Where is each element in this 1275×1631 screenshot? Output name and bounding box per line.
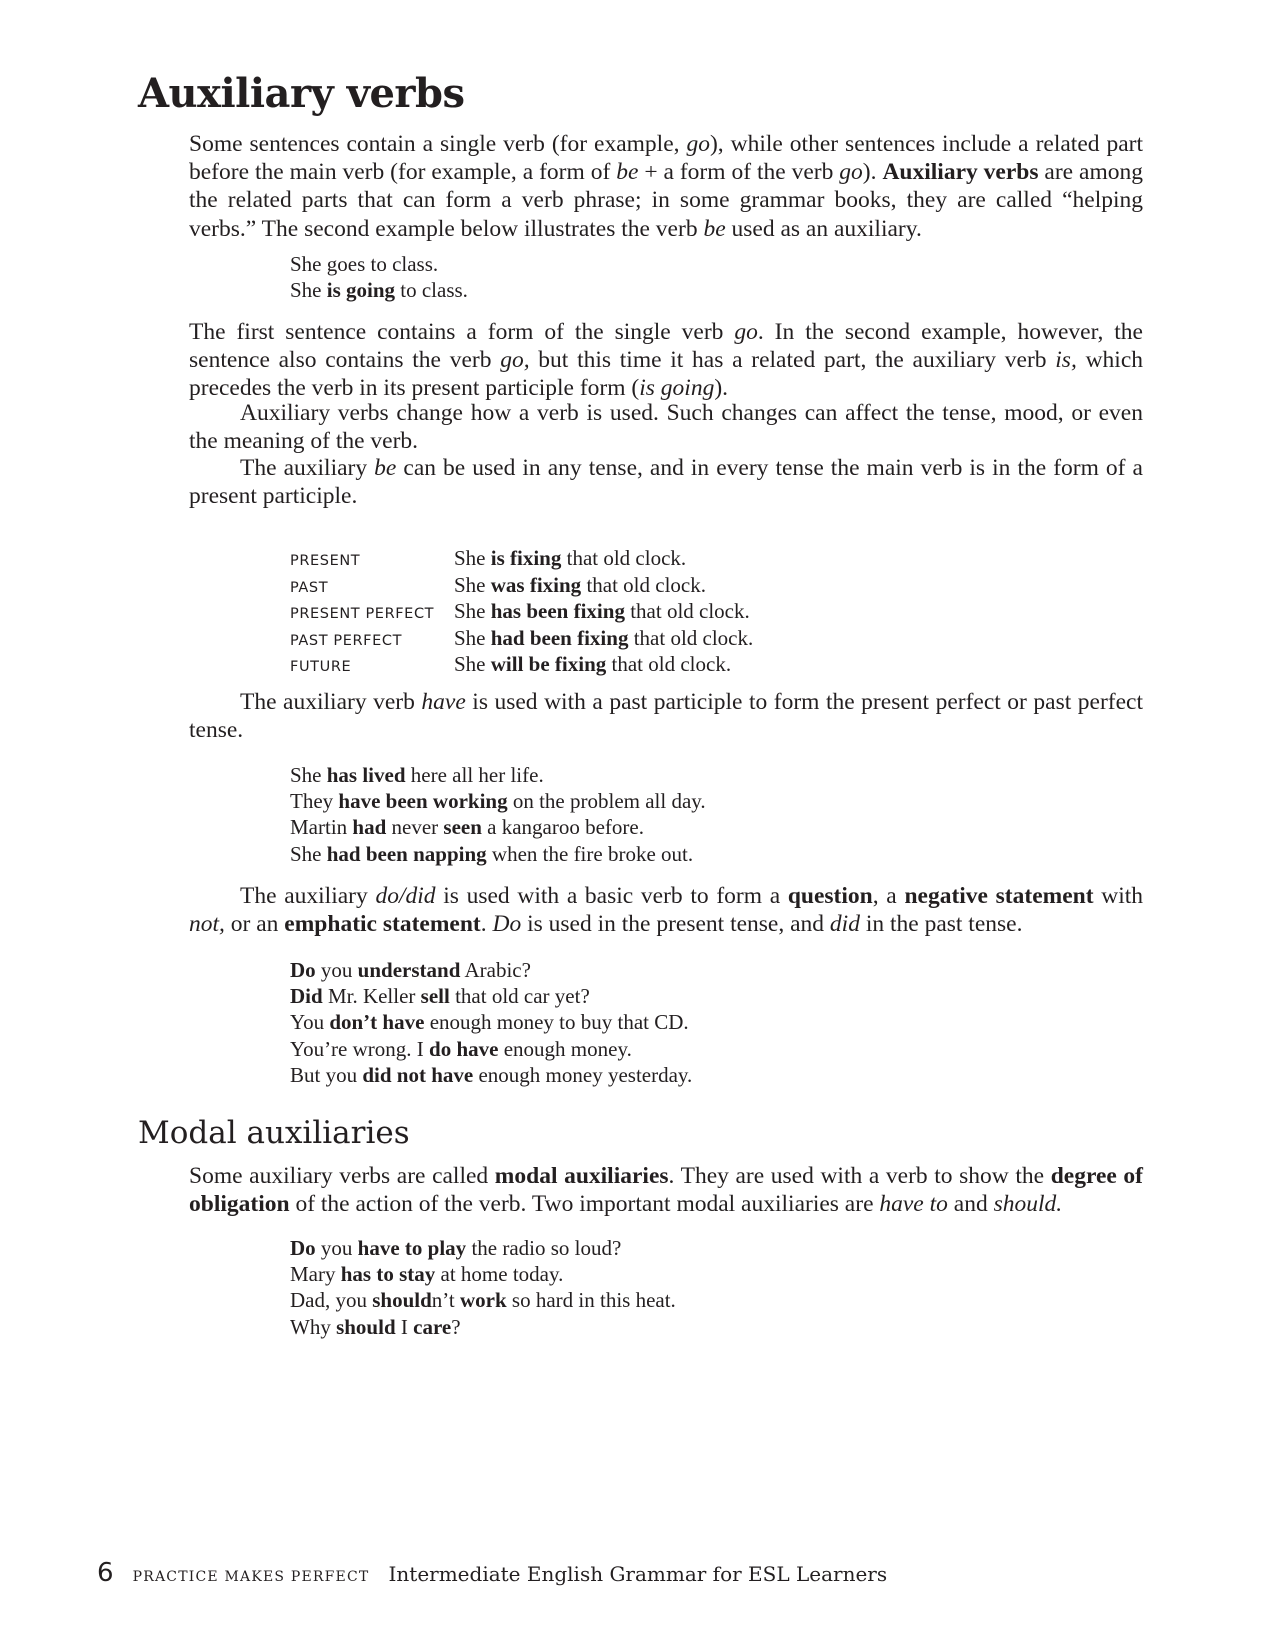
tense-row	[290, 599, 753, 626]
tense-row	[290, 546, 753, 573]
tense-sentence: She will be fixing that old clock.	[454, 652, 732, 676]
example-sentence: She had been napping when the fire broke out.	[290, 841, 694, 866]
paragraph-do-did: The auxiliary do/did is used with a basic verb to form a question, a negative statement with not, or an emphatic statement. Do is used in the present tense, and did in the past tense.	[189, 883, 1144, 938]
example-sentence: Did Mr. Keller sell that old car yet?	[290, 984, 590, 1009]
tense-label: PRESENT PERFECT	[290, 606, 435, 622]
paragraph-change: Auxiliary verbs change how a verb is used. Such changes can affect the tense, mood, or even the meaning of the verb.	[189, 400, 1143, 455]
example-sentence: She is going to class.	[290, 278, 468, 303]
section-subheading: Modal auxiliaries	[138, 1115, 410, 1151]
series-title: PRACTICE MAKES PERFECT	[132, 1569, 370, 1585]
example-sentence: Mary has to stay at home today.	[290, 1262, 564, 1287]
tense-label: FUTURE	[290, 659, 352, 675]
example-sentence: They have been working on the problem all day.	[290, 789, 706, 814]
paragraph-have: The auxiliary verb have is used with a past participle to form the present perfect or past perfect tense.	[189, 689, 1143, 744]
book-title: Intermediate English Grammar for ESL Learners	[388, 1562, 888, 1586]
tense-label: PAST PERFECT	[290, 632, 403, 649]
example-sentence: Dad, you shouldn’t work so hard in this heat.	[290, 1288, 676, 1313]
tense-label: PAST	[290, 579, 329, 596]
example-sentence: You’re wrong. I do have enough money.	[290, 1036, 632, 1061]
tense-table	[290, 546, 753, 679]
example-block-do	[290, 957, 692, 1088]
example-block-modal	[290, 1235, 676, 1340]
example-sentence: Do you have to play the radio so loud?	[290, 1236, 622, 1260]
example-sentence: Why should I care?	[290, 1314, 461, 1339]
page-footer	[97, 1558, 887, 1588]
example-sentence: She goes to class.	[290, 252, 439, 276]
tense-sentence: She is fixing that old clock.	[454, 546, 687, 570]
paragraph-single-verb: The first sentence contains a form of the single verb go. In the second example, however, the sentence also contains the verb go, but this time it has a related part, the auxiliary verb is, which precedes the verb in its present participle form (is going).	[189, 319, 1144, 402]
tense-sentence: She had been fixing that old clock.	[454, 625, 754, 650]
tense-row	[290, 652, 753, 679]
paragraph-be-tenses: The auxiliary be can be used in any tense, and in every tense the main verb is in the form of a present participle.	[189, 455, 1143, 510]
page-number: 6	[97, 1558, 114, 1588]
example-sentence: Do you understand Arabic?	[290, 958, 531, 982]
example-sentence: But you did not have enough money yesterday.	[290, 1062, 693, 1087]
tense-row	[290, 626, 753, 653]
paragraph-modal: Some auxiliary verbs are called modal auxiliaries. They are used with a verb to show the degree of obligation of the action of the verb. Two important modal auxiliaries are have to and should.	[189, 1163, 1143, 1218]
example-sentence: She has lived here all her life.	[290, 763, 544, 787]
example-block-have	[290, 762, 706, 867]
tense-label: PRESENT	[290, 553, 361, 569]
tense-sentence: She was fixing that old clock.	[454, 572, 706, 597]
tense-sentence: She has been fixing that old clock.	[454, 599, 750, 623]
section-heading: Auxiliary verbs	[138, 70, 465, 117]
example-sentence: Martin had never seen a kangaroo before.	[290, 815, 644, 840]
example-sentence: You don’t have enough money to buy that CD.	[290, 1010, 689, 1035]
tense-row	[290, 573, 753, 600]
example-block-be	[290, 251, 468, 303]
intro-paragraph: Some sentences contain a single verb (for example, go), while other sentences include a related part before the main verb (for example, a form of be + a form of the verb go). Auxiliary verbs are among the related parts that can form a verb phrase; in some grammar books, they are called “helping verbs.” The second example below illustrates the verb be used as an auxiliary.	[189, 131, 1144, 242]
